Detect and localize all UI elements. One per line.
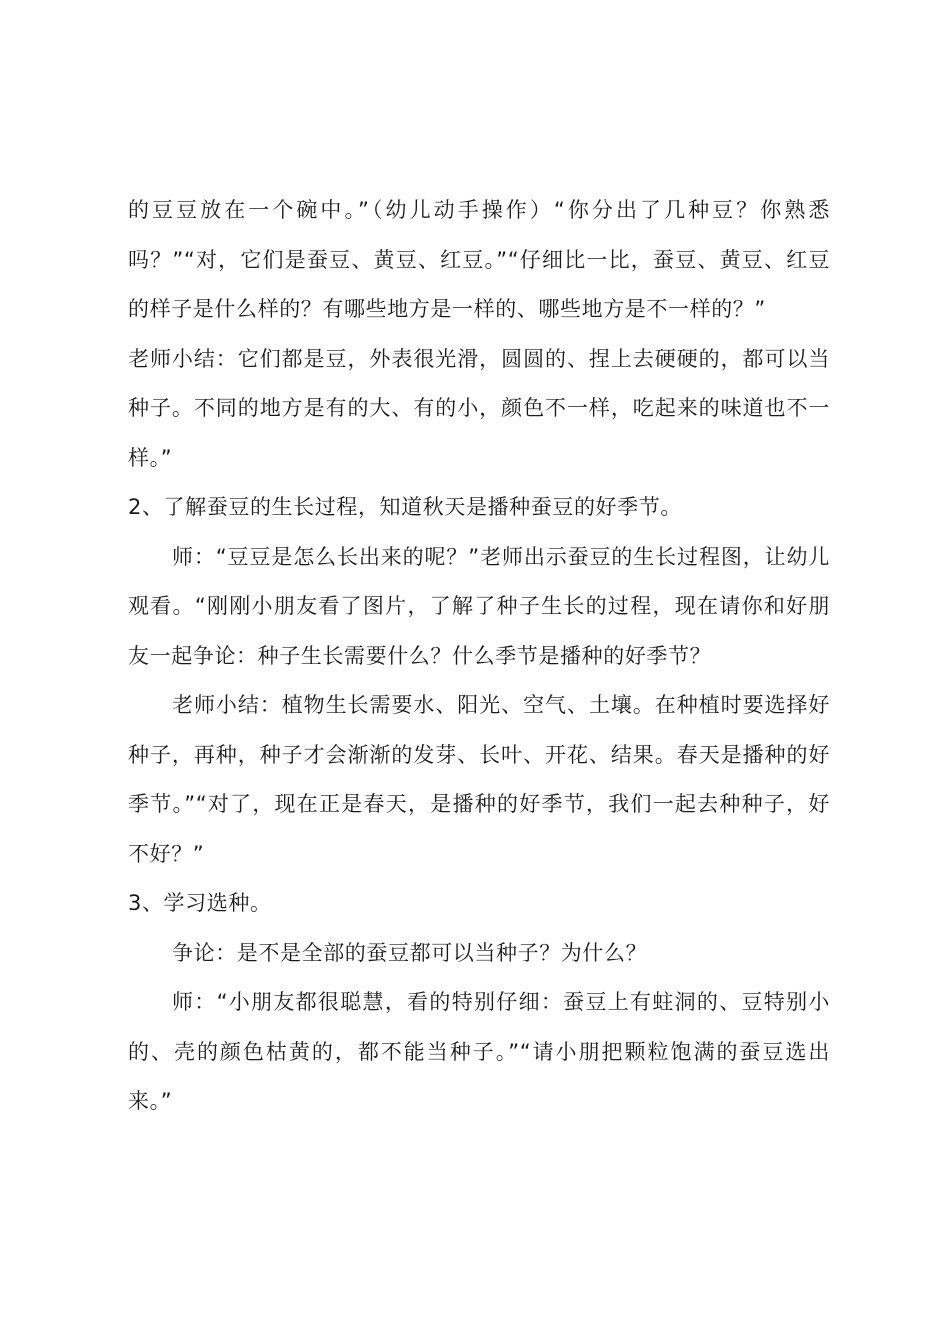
paragraph-discussion: 争论：是不是全部的蚕豆都可以当种子？为什么？ <box>172 940 648 965</box>
document-page <box>128 186 830 1127</box>
section-heading-3: 3、学习选种。 <box>128 891 272 915</box>
paragraph-teacher-summary-2: 老师小结：植物生长需要水、阳光、空气、土壤。在种植时要选择好种子，再种，种子才会渐渐的发芽、长叶、开花、结果。春天是播种的好季节。”“对了，现在正是春天，是播种的好季节，我们一起去种种子，好不好？” <box>128 693 830 866</box>
paragraph-bean-sorting: 的豆豆放在一个碗中。”（幼儿动手操作）“你分出了几种豆？你熟悉吗？”“对，它们是蚕豆、黄豆、红豆。”“仔细比一比，蚕豆、黄豆、红豆的样子是什么样的？有哪些地方是一样的、哪些地方是不一样的？” <box>128 198 830 321</box>
paragraph-seed-selection: 师：“小朋友都很聪慧，看的特别仔细：蚕豆上有蛀洞的、豆特别小的、壳的颜色枯黄的，都不能当种子。”“请小朋把颗粒饱满的蚕豆选出来。” <box>128 990 830 1113</box>
paragraph-growth-process: 师：“豆豆是怎么长出来的呢？”老师出示蚕豆的生长过程图，让幼儿观看。“刚刚小朋友看了图片，了解了种子生长的过程，现在请你和好朋友一起争论：种子生长需要什么？什么季节是播种的好季节？ <box>128 544 830 668</box>
section-heading-2: 2、了解蚕豆的生长过程，知道秋天是播种蚕豆的好季节。 <box>128 495 682 519</box>
paragraph-teacher-summary-1: 老师小结：它们都是豆，外表很光滑，圆圆的、捏上去硬硬的，都可以当种子。不同的地方是有的大、有的小，颜色不一样，吃起来的味道也不一样。” <box>128 346 830 470</box>
